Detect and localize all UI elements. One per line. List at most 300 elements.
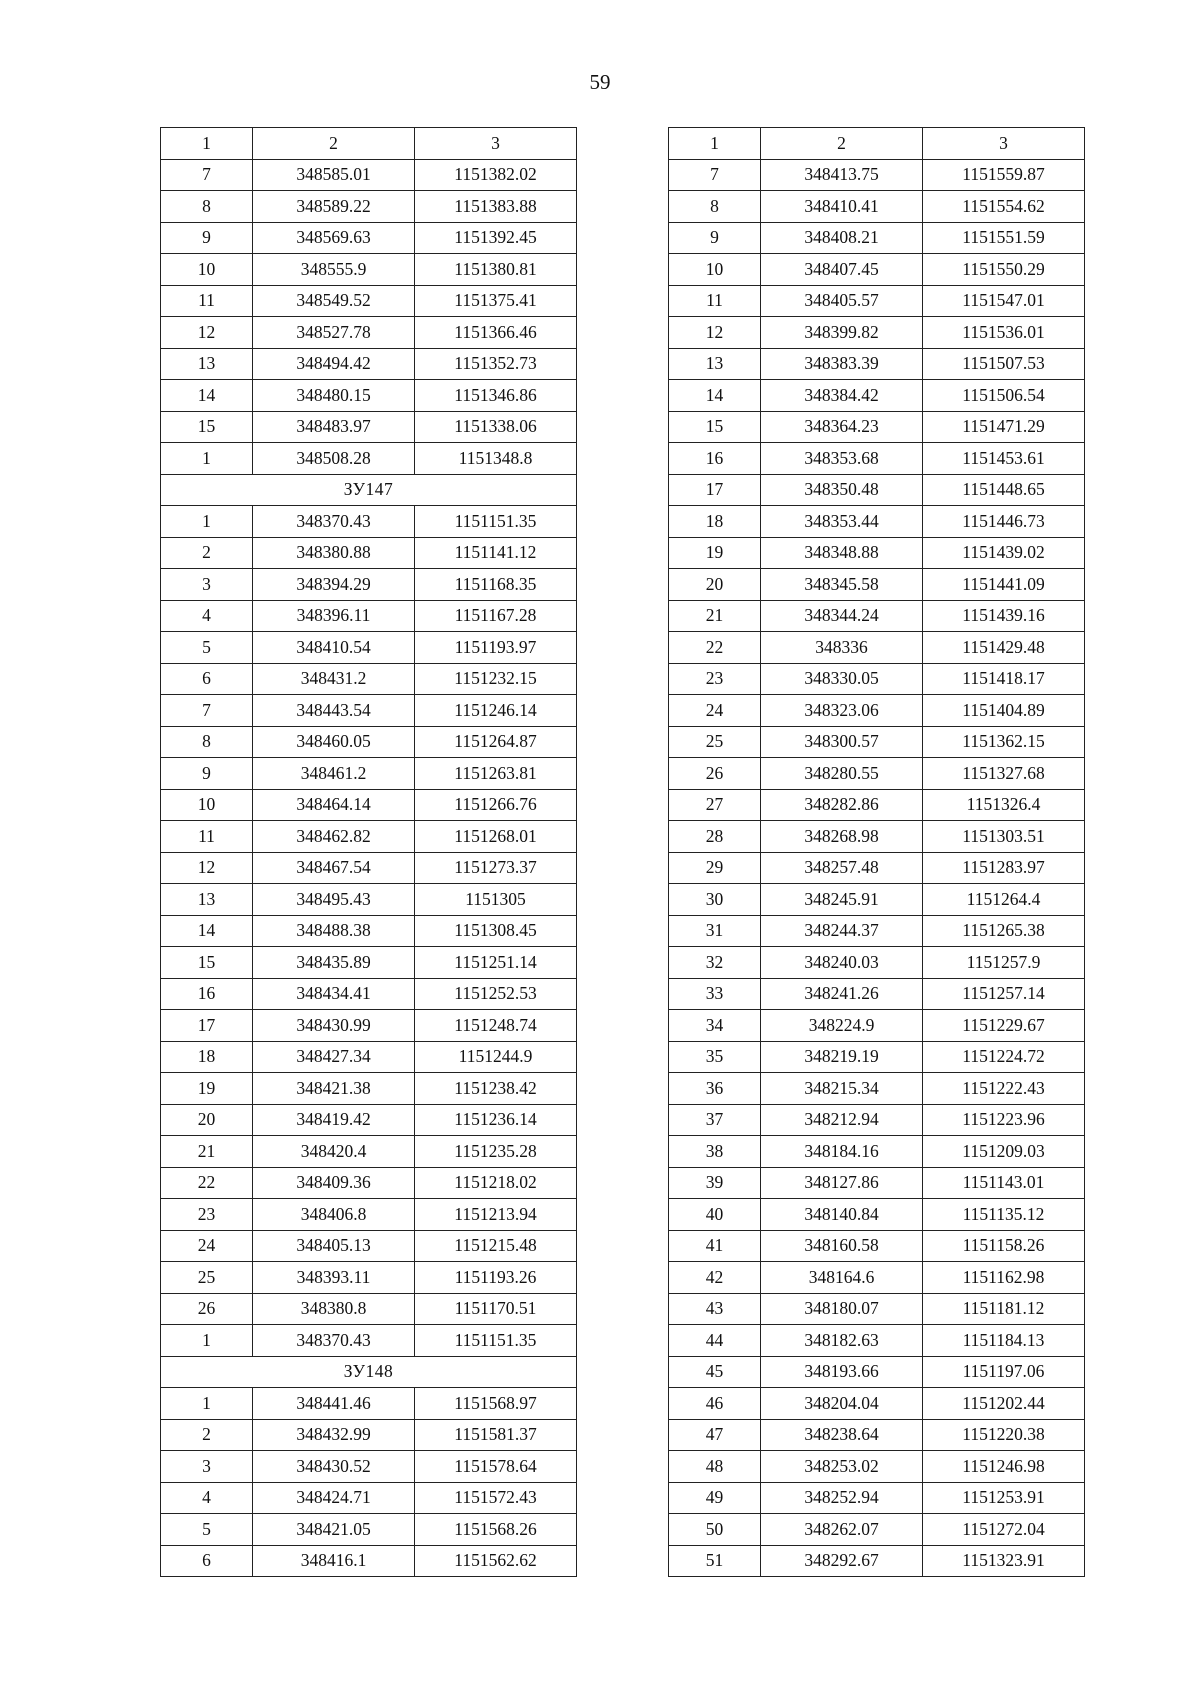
x-coordinate-cell: 348443.54: [253, 695, 415, 727]
y-coordinate-cell: 1151273.37: [415, 852, 577, 884]
point-number-cell: 10: [161, 254, 253, 286]
point-number-cell: 20: [161, 1104, 253, 1136]
y-coordinate-cell: 1151135.12: [923, 1199, 1085, 1231]
y-coordinate-cell: 1151453.61: [923, 443, 1085, 475]
table-row: [161, 222, 577, 254]
table-row: [669, 600, 1085, 632]
y-coordinate-cell: 1151143.01: [923, 1167, 1085, 1199]
section-label: ЗУ147: [161, 474, 577, 506]
y-coordinate-cell: 1151326.4: [923, 789, 1085, 821]
point-number-cell: 5: [161, 1514, 253, 1546]
point-number-cell: 11: [669, 285, 761, 317]
point-number-cell: 43: [669, 1293, 761, 1325]
page-number: 59: [589, 70, 611, 94]
point-number-cell: 29: [669, 852, 761, 884]
x-coordinate-cell: 348323.06: [761, 695, 923, 727]
x-coordinate-cell: 348219.19: [761, 1041, 923, 1073]
y-coordinate-cell: 1151181.12: [923, 1293, 1085, 1325]
point-number-cell: 24: [161, 1230, 253, 1262]
table-row: [161, 789, 577, 821]
point-number-cell: 39: [669, 1167, 761, 1199]
point-number-cell: 2: [161, 537, 253, 569]
table-row: [161, 632, 577, 664]
x-coordinate-cell: 348212.94: [761, 1104, 923, 1136]
y-coordinate-cell: 1151213.94: [415, 1199, 577, 1231]
column-header: 3: [415, 128, 577, 160]
point-number-cell: 13: [161, 884, 253, 916]
point-number-cell: 1: [161, 1325, 253, 1357]
point-number-cell: 32: [669, 947, 761, 979]
x-coordinate-cell: 348410.54: [253, 632, 415, 664]
table-row: [669, 348, 1085, 380]
table-row: [669, 821, 1085, 853]
y-coordinate-cell: 1151382.02: [415, 159, 577, 191]
table-row: [669, 1514, 1085, 1546]
point-number-cell: 9: [669, 222, 761, 254]
point-number-cell: 30: [669, 884, 761, 916]
point-number-cell: 14: [161, 915, 253, 947]
y-coordinate-cell: 1151202.44: [923, 1388, 1085, 1420]
point-number-cell: 8: [669, 191, 761, 223]
point-number-cell: 7: [161, 159, 253, 191]
point-number-cell: 12: [161, 852, 253, 884]
table-row: [161, 348, 577, 380]
x-coordinate-cell: 348464.14: [253, 789, 415, 821]
point-number-cell: 11: [161, 821, 253, 853]
point-number-cell: 7: [669, 159, 761, 191]
table-row: [669, 1136, 1085, 1168]
y-coordinate-cell: 1151235.28: [415, 1136, 577, 1168]
point-number-cell: 47: [669, 1419, 761, 1451]
x-coordinate-cell: 348140.84: [761, 1199, 923, 1231]
y-coordinate-cell: 1151404.89: [923, 695, 1085, 727]
x-coordinate-cell: 348408.21: [761, 222, 923, 254]
y-coordinate-cell: 1151578.64: [415, 1451, 577, 1483]
column-header: 1: [669, 128, 761, 160]
y-coordinate-cell: 1151448.65: [923, 474, 1085, 506]
x-coordinate-cell: 348244.37: [761, 915, 923, 947]
y-coordinate-cell: 1151151.35: [415, 1325, 577, 1357]
x-coordinate-cell: 348384.42: [761, 380, 923, 412]
table-row: [161, 695, 577, 727]
point-number-cell: 42: [669, 1262, 761, 1294]
table-row: [161, 947, 577, 979]
y-coordinate-cell: 1151303.51: [923, 821, 1085, 853]
section-label: ЗУ148: [161, 1356, 577, 1388]
table-row: [669, 1262, 1085, 1294]
y-coordinate-cell: 1151167.28: [415, 600, 577, 632]
x-coordinate-cell: 348435.89: [253, 947, 415, 979]
y-coordinate-cell: 1151224.72: [923, 1041, 1085, 1073]
y-coordinate-cell: 1151251.14: [415, 947, 577, 979]
x-coordinate-cell: 348585.01: [253, 159, 415, 191]
y-coordinate-cell: 1151551.59: [923, 222, 1085, 254]
y-coordinate-cell: 1151441.09: [923, 569, 1085, 601]
point-number-cell: 3: [161, 1451, 253, 1483]
y-coordinate-cell: 1151229.67: [923, 1010, 1085, 1042]
x-coordinate-cell: 348380.88: [253, 537, 415, 569]
x-coordinate-cell: 348345.58: [761, 569, 923, 601]
x-coordinate-cell: 348344.24: [761, 600, 923, 632]
section-row: [161, 1356, 577, 1388]
y-coordinate-cell: 1151383.88: [415, 191, 577, 223]
x-coordinate-cell: 348427.34: [253, 1041, 415, 1073]
x-coordinate-cell: 348494.42: [253, 348, 415, 380]
column-header: 3: [923, 128, 1085, 160]
y-coordinate-cell: 1151162.98: [923, 1262, 1085, 1294]
x-coordinate-cell: 348434.41: [253, 978, 415, 1010]
table-row: [669, 1419, 1085, 1451]
point-number-cell: 33: [669, 978, 761, 1010]
x-coordinate-cell: 348467.54: [253, 852, 415, 884]
y-coordinate-cell: 1151222.43: [923, 1073, 1085, 1105]
table-row: [669, 1388, 1085, 1420]
point-number-cell: 25: [669, 726, 761, 758]
table-row: [669, 222, 1085, 254]
table-row: [161, 1482, 577, 1514]
table-row: [161, 852, 577, 884]
point-number-cell: 20: [669, 569, 761, 601]
x-coordinate-cell: 348241.26: [761, 978, 923, 1010]
y-coordinate-cell: 1151193.26: [415, 1262, 577, 1294]
table-row: [669, 915, 1085, 947]
y-coordinate-cell: 1151550.29: [923, 254, 1085, 286]
y-coordinate-cell: 1151244.9: [415, 1041, 577, 1073]
x-coordinate-cell: 348370.43: [253, 1325, 415, 1357]
point-number-cell: 10: [669, 254, 761, 286]
y-coordinate-cell: 1151252.53: [415, 978, 577, 1010]
x-coordinate-cell: 348300.57: [761, 726, 923, 758]
x-coordinate-cell: 348462.82: [253, 821, 415, 853]
y-coordinate-cell: 1151257.14: [923, 978, 1085, 1010]
point-number-cell: 37: [669, 1104, 761, 1136]
column-header: 1: [161, 128, 253, 160]
point-number-cell: 7: [161, 695, 253, 727]
y-coordinate-cell: 1151568.97: [415, 1388, 577, 1420]
table-row: [161, 821, 577, 853]
table-row: [669, 1230, 1085, 1262]
point-number-cell: 14: [669, 380, 761, 412]
table-row: [161, 1514, 577, 1546]
point-number-cell: 21: [161, 1136, 253, 1168]
coordinates-table-right: [668, 127, 1085, 1577]
point-number-cell: 10: [161, 789, 253, 821]
table-row: [669, 852, 1085, 884]
y-coordinate-cell: 1151168.35: [415, 569, 577, 601]
point-number-cell: 46: [669, 1388, 761, 1420]
x-coordinate-cell: 348184.16: [761, 1136, 923, 1168]
x-coordinate-cell: 348410.41: [761, 191, 923, 223]
table-row: [161, 758, 577, 790]
table-row: [161, 1073, 577, 1105]
x-coordinate-cell: 348292.67: [761, 1545, 923, 1577]
table-row: [669, 285, 1085, 317]
point-number-cell: 19: [669, 537, 761, 569]
table-row: [161, 285, 577, 317]
table-row: [161, 411, 577, 443]
x-coordinate-cell: 348204.04: [761, 1388, 923, 1420]
point-number-cell: 16: [669, 443, 761, 475]
table-row: [669, 758, 1085, 790]
point-number-cell: 19: [161, 1073, 253, 1105]
table-row: [161, 1388, 577, 1420]
table-row: [669, 1482, 1085, 1514]
x-coordinate-cell: 348383.39: [761, 348, 923, 380]
x-coordinate-cell: 348396.11: [253, 600, 415, 632]
x-coordinate-cell: 348353.44: [761, 506, 923, 538]
x-coordinate-cell: 348245.91: [761, 884, 923, 916]
point-number-cell: 25: [161, 1262, 253, 1294]
table-row: [669, 569, 1085, 601]
x-coordinate-cell: 348215.34: [761, 1073, 923, 1105]
table-row: [161, 1041, 577, 1073]
point-number-cell: 12: [161, 317, 253, 349]
point-number-cell: 15: [161, 947, 253, 979]
point-number-cell: 23: [669, 663, 761, 695]
table-row: [161, 1451, 577, 1483]
point-number-cell: 13: [161, 348, 253, 380]
point-number-cell: 3: [161, 569, 253, 601]
point-number-cell: 1: [161, 506, 253, 538]
y-coordinate-cell: 1151264.4: [923, 884, 1085, 916]
table-row: [161, 884, 577, 916]
point-number-cell: 1: [161, 443, 253, 475]
table-row: [161, 1104, 577, 1136]
y-coordinate-cell: 1151265.38: [923, 915, 1085, 947]
y-coordinate-cell: 1151218.02: [415, 1167, 577, 1199]
table-row: [161, 1325, 577, 1357]
y-coordinate-cell: 1151380.81: [415, 254, 577, 286]
point-number-cell: 36: [669, 1073, 761, 1105]
x-coordinate-cell: 348416.1: [253, 1545, 415, 1577]
point-number-cell: 8: [161, 191, 253, 223]
table-row: [669, 1041, 1085, 1073]
x-coordinate-cell: 348350.48: [761, 474, 923, 506]
table-row: [161, 569, 577, 601]
x-coordinate-cell: 348393.11: [253, 1262, 415, 1294]
section-row: [161, 474, 577, 506]
y-coordinate-cell: 1151348.8: [415, 443, 577, 475]
point-number-cell: 35: [669, 1041, 761, 1073]
table-row: [669, 1104, 1085, 1136]
table-row: [669, 695, 1085, 727]
point-number-cell: 34: [669, 1010, 761, 1042]
point-number-cell: 26: [669, 758, 761, 790]
table-row: [669, 254, 1085, 286]
y-coordinate-cell: 1151220.38: [923, 1419, 1085, 1451]
table-row: [669, 1199, 1085, 1231]
table-row: [161, 1136, 577, 1168]
point-number-cell: 51: [669, 1545, 761, 1577]
x-coordinate-cell: 348182.63: [761, 1325, 923, 1357]
x-coordinate-cell: 348508.28: [253, 443, 415, 475]
x-coordinate-cell: 348268.98: [761, 821, 923, 853]
point-number-cell: 9: [161, 222, 253, 254]
x-coordinate-cell: 348409.36: [253, 1167, 415, 1199]
point-number-cell: 44: [669, 1325, 761, 1357]
table-row: [669, 632, 1085, 664]
x-coordinate-cell: 348180.07: [761, 1293, 923, 1325]
table-row: [161, 537, 577, 569]
table-row: [669, 947, 1085, 979]
y-coordinate-cell: 1151536.01: [923, 317, 1085, 349]
y-coordinate-cell: 1151418.17: [923, 663, 1085, 695]
y-coordinate-cell: 1151257.9: [923, 947, 1085, 979]
x-coordinate-cell: 348353.68: [761, 443, 923, 475]
y-coordinate-cell: 1151266.76: [415, 789, 577, 821]
x-coordinate-cell: 348480.15: [253, 380, 415, 412]
y-coordinate-cell: 1151232.15: [415, 663, 577, 695]
x-coordinate-cell: 348461.2: [253, 758, 415, 790]
point-number-cell: 24: [669, 695, 761, 727]
table-header-row: [669, 128, 1085, 160]
x-coordinate-cell: 348527.78: [253, 317, 415, 349]
point-number-cell: 16: [161, 978, 253, 1010]
table-row: [161, 1419, 577, 1451]
table-row: [161, 1545, 577, 1577]
table-row: [161, 663, 577, 695]
y-coordinate-cell: 1151223.96: [923, 1104, 1085, 1136]
point-number-cell: 5: [161, 632, 253, 664]
y-coordinate-cell: 1151158.26: [923, 1230, 1085, 1262]
point-number-cell: 41: [669, 1230, 761, 1262]
point-number-cell: 15: [669, 411, 761, 443]
table-row: [161, 254, 577, 286]
point-number-cell: 26: [161, 1293, 253, 1325]
x-coordinate-cell: 348348.88: [761, 537, 923, 569]
point-number-cell: 28: [669, 821, 761, 853]
table-row: [669, 1451, 1085, 1483]
x-coordinate-cell: 348460.05: [253, 726, 415, 758]
y-coordinate-cell: 1151141.12: [415, 537, 577, 569]
point-number-cell: 38: [669, 1136, 761, 1168]
y-coordinate-cell: 1151429.48: [923, 632, 1085, 664]
y-coordinate-cell: 1151246.14: [415, 695, 577, 727]
column-header: 2: [761, 128, 923, 160]
y-coordinate-cell: 1151362.15: [923, 726, 1085, 758]
table-row: [161, 159, 577, 191]
point-number-cell: 22: [161, 1167, 253, 1199]
x-coordinate-cell: 348405.13: [253, 1230, 415, 1262]
x-coordinate-cell: 348430.52: [253, 1451, 415, 1483]
table-row: [161, 1262, 577, 1294]
y-coordinate-cell: 1151151.35: [415, 506, 577, 538]
table-row: [669, 380, 1085, 412]
x-coordinate-cell: 348394.29: [253, 569, 415, 601]
y-coordinate-cell: 1151471.29: [923, 411, 1085, 443]
y-coordinate-cell: 1151248.74: [415, 1010, 577, 1042]
x-coordinate-cell: 348407.45: [761, 254, 923, 286]
y-coordinate-cell: 1151193.97: [415, 632, 577, 664]
table-row: [669, 474, 1085, 506]
point-number-cell: 31: [669, 915, 761, 947]
table-row: [161, 380, 577, 412]
y-coordinate-cell: 1151392.45: [415, 222, 577, 254]
x-coordinate-cell: 348569.63: [253, 222, 415, 254]
x-coordinate-cell: 348420.4: [253, 1136, 415, 1168]
x-coordinate-cell: 348589.22: [253, 191, 415, 223]
table-row: [669, 506, 1085, 538]
column-header: 2: [253, 128, 415, 160]
table-row: [669, 317, 1085, 349]
x-coordinate-cell: 348441.46: [253, 1388, 415, 1420]
y-coordinate-cell: 1151170.51: [415, 1293, 577, 1325]
x-coordinate-cell: 348164.6: [761, 1262, 923, 1294]
y-coordinate-cell: 1151506.54: [923, 380, 1085, 412]
point-number-cell: 40: [669, 1199, 761, 1231]
x-coordinate-cell: 348555.9: [253, 254, 415, 286]
x-coordinate-cell: 348336: [761, 632, 923, 664]
point-number-cell: 14: [161, 380, 253, 412]
table-row: [161, 1293, 577, 1325]
table-row: [669, 884, 1085, 916]
x-coordinate-cell: 348238.64: [761, 1419, 923, 1451]
table-row: [669, 443, 1085, 475]
x-coordinate-cell: 348364.23: [761, 411, 923, 443]
table-row: [161, 506, 577, 538]
point-number-cell: 4: [161, 600, 253, 632]
x-coordinate-cell: 348193.66: [761, 1356, 923, 1388]
y-coordinate-cell: 1151352.73: [415, 348, 577, 380]
x-coordinate-cell: 348406.8: [253, 1199, 415, 1231]
point-number-cell: 6: [161, 1545, 253, 1577]
x-coordinate-cell: 348421.38: [253, 1073, 415, 1105]
table-row: [161, 1010, 577, 1042]
point-number-cell: 13: [669, 348, 761, 380]
x-coordinate-cell: 348431.2: [253, 663, 415, 695]
x-coordinate-cell: 348127.86: [761, 1167, 923, 1199]
table-row: [669, 663, 1085, 695]
table-row: [669, 1293, 1085, 1325]
point-number-cell: 22: [669, 632, 761, 664]
table-row: [669, 537, 1085, 569]
y-coordinate-cell: 1151439.16: [923, 600, 1085, 632]
y-coordinate-cell: 1151507.53: [923, 348, 1085, 380]
point-number-cell: 17: [669, 474, 761, 506]
x-coordinate-cell: 348280.55: [761, 758, 923, 790]
table-row: [161, 317, 577, 349]
y-coordinate-cell: 1151568.26: [415, 1514, 577, 1546]
y-coordinate-cell: 1151547.01: [923, 285, 1085, 317]
y-coordinate-cell: 1151446.73: [923, 506, 1085, 538]
point-number-cell: 12: [669, 317, 761, 349]
x-coordinate-cell: 348483.97: [253, 411, 415, 443]
point-number-cell: 45: [669, 1356, 761, 1388]
x-coordinate-cell: 348253.02: [761, 1451, 923, 1483]
y-coordinate-cell: 1151308.45: [415, 915, 577, 947]
point-number-cell: 6: [161, 663, 253, 695]
table-row: [669, 191, 1085, 223]
x-coordinate-cell: 348413.75: [761, 159, 923, 191]
x-coordinate-cell: 348488.38: [253, 915, 415, 947]
table-row: [669, 159, 1085, 191]
y-coordinate-cell: 1151338.06: [415, 411, 577, 443]
point-number-cell: 1: [161, 1388, 253, 1420]
table-row: [161, 1230, 577, 1262]
table-header-row: [161, 128, 577, 160]
x-coordinate-cell: 348430.99: [253, 1010, 415, 1042]
x-coordinate-cell: 348495.43: [253, 884, 415, 916]
point-number-cell: 2: [161, 1419, 253, 1451]
point-number-cell: 9: [161, 758, 253, 790]
point-number-cell: 18: [669, 506, 761, 538]
table-row: [161, 443, 577, 475]
point-number-cell: 48: [669, 1451, 761, 1483]
table-row: [161, 915, 577, 947]
table-row: [669, 978, 1085, 1010]
table-row: [669, 1073, 1085, 1105]
point-number-cell: 27: [669, 789, 761, 821]
